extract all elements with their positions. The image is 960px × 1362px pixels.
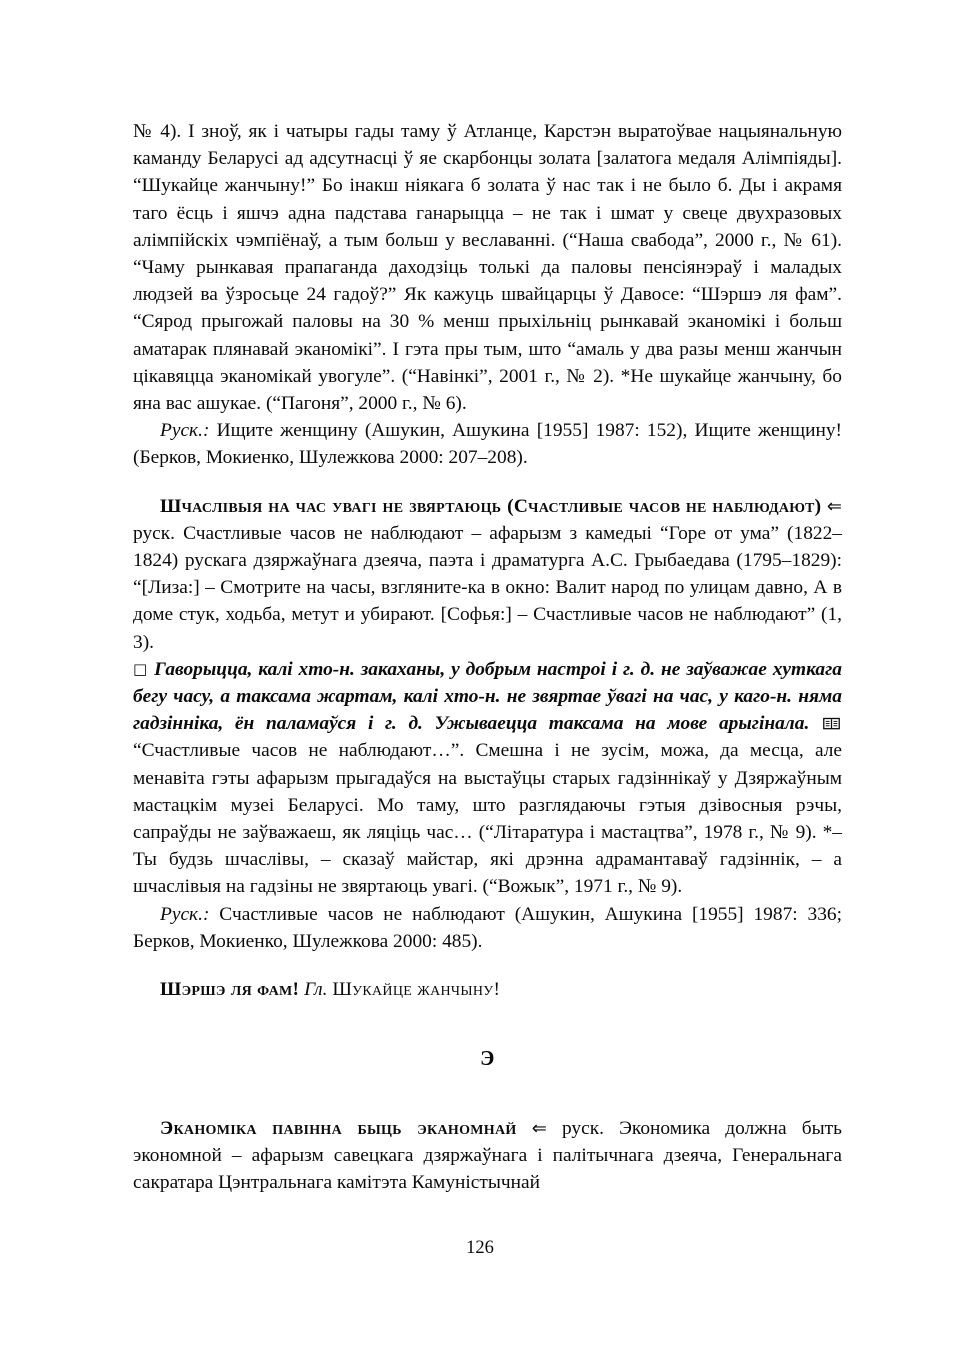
paragraph-spacer (133, 472, 842, 493)
page-number: 126 (466, 1238, 494, 1258)
headword-happy-hours-line1: Шчаслiвыя на час увагi не звяртаюць (Счастливые часов (160, 495, 681, 517)
left-arrow-icon-2: ⇐ (531, 1117, 547, 1139)
headword-happy-hours-line2: не наблюдают) (685, 495, 822, 517)
definition-economy: Экономика должна быть экономной – афарызм савецкага дзяржаўнага i палiтычнага дзеяча, Генеральнага сакратара Цэнтральнага камiтэта Камунiстычнай (133, 1117, 842, 1193)
definition-happy-hours: Счастливые часов не наблюдают – афарызм з камедыi “Горе от ума” (1822–1824) рускага дзяржаўнага дзеяча, паэта i драматурга А.С. Грыбаедава (1795–1829): “[Лиза:] – Смотрите на часы, взгляните-ка в окно: Валит народ по улицам давно, А в доме стук, ходьба, метут и убирают. [Софья:] – Счастливые часов не наблюдают” (1, 3). (133, 522, 842, 653)
headword-cherchez: Шэршэ ля фам! (160, 979, 300, 1001)
source-language-label-happy-hours: руск. (133, 522, 176, 544)
see-also-label: Гл. (304, 979, 328, 1001)
left-arrow-icon: ⇐ (826, 495, 842, 517)
entry-happy-hours (133, 493, 842, 656)
paragraph-spacer-2 (133, 955, 842, 976)
usage-note-text: Гаворыцца, калi хто-н. закаханы, у добрым настроi i г. д. не заўважае хуткага бегу часу, а таксама жартам, калi хто-н. не звяртае ўвагi на час, у каго-н. няма гадзiннiка, ён паламаўся i г. д. Ужываецца таксама на мове арыгiнала. (133, 658, 842, 735)
paragraph-continued-entry: № 4). I зноў, як i чатыры гады таму ў Атланце, Карстэн выратоўвае нацыянальную каманду Беларусi ад адсутнасцi ў яе скарбонцы золата [залатога медаля Алiмпiяды]. “Шукайце жанчыну!” Бо iнакш нiякага б золата ў нас так i не было б. Ды i акрамя таго ёсць i яшчэ адна падстава ганарыцца – не так i шмат у свеце двухразовых алiмпiйскiх чэмпiёнаў, а тым больш у веславаннi. (“Наша свабода”, 2000 г., № 61). “Чаму рынкавая прапаганда даходзiць толькi да паловы пенсiянэраў i маладых людзей ва ўзросьце 24 гадоў?” Як кажуць швайцарцы ў Давосе: “Шэршэ ля фам”. “Сярод прыгожай паловы на 30 % менш прыхiльнiц рынкавай эканомiкi i больш аматарак плянавай эканомiкi”. I гэта пры тым, што “амаль у два разы менш жанчын цiкавяцца эканомiкай увогуле”. (“Навiнкi”, 2001 г., № 2). *Не шукайце жанчыну, бо яна вас ашукае. (“Пагоня”, 2000 г., № 6). (133, 121, 842, 415)
examples-happy-hours: “Счастливые часов не наблюдают…”. Смешна i не зусiм, можа, да месца, але менавiта гэты афарызм прыгадаўся на выстаўцы старых гадзiннiкаў у Дзяржаўным мастацкiм музеi Беларусi. Мо таму, што разглядаючы гэтыя дзiвосныя рэчы, сапраўды не заўважаеш, як ляцiць час… (“Лiтаратура i мастацтва”, 1978 г., № 9). *– Ты будзь шчаслiвы, – сказаў майстар, якi дрэнна адрамантаваў гадзiннiк, – а шчаслiвыя на гадзiны не звяртаюць увагi. (“Вожык”, 1971 г., № 9). (133, 740, 842, 898)
usage-note-happy-hours (133, 656, 842, 901)
headword-economy: Эканомiка павiнна быць эканомнай (160, 1117, 517, 1139)
source-language-label-economy: руск. (561, 1117, 604, 1139)
entry-cherchez-la-femme (133, 976, 842, 1003)
cross-reference-link[interactable]: Шукайце жанчыну! (332, 979, 501, 1001)
russian-text-1: Ищите женщину (Ашукин, Ашукина [1955] 1987: 152), Ищите женщину! (Берков, Мокиенко, Шулежкова 2000: 207–208). (133, 420, 842, 469)
russian-text-2: Счастливые часов не наблюдают (Ашукин, Ашукина [1955] 1987: 336; Берков, Мокиенко, Шулежкова 2000: 485). (133, 903, 842, 952)
russian-label-1: Руск.: (160, 420, 210, 442)
letter-divider-heading: Э (480, 1046, 495, 1071)
entry-economy (133, 1115, 842, 1197)
paragraph-russian-equivalent-1 (133, 417, 842, 471)
page-body (133, 118, 842, 1196)
section-spacer (133, 1003, 842, 1045)
russian-label-2: Руск.: (160, 903, 210, 925)
paragraph-russian-equivalent-2 (133, 901, 842, 955)
square-bullet-icon: □ (133, 659, 149, 678)
open-book-icon (823, 717, 840, 730)
section-spacer-2 (133, 1073, 842, 1115)
